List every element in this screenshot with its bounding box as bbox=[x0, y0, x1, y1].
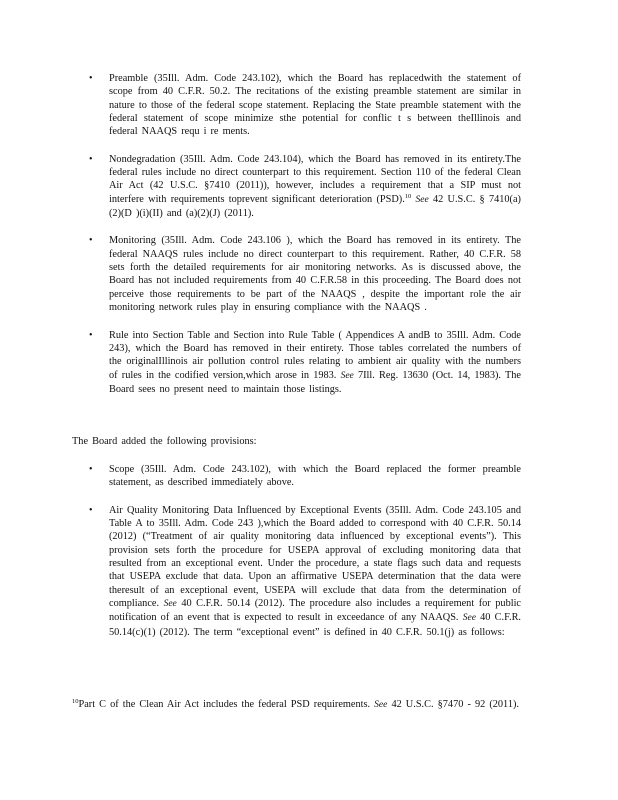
list-item-monitoring bbox=[0, 234, 618, 314]
list-item-text: Rule into Section Table and Section into Rule Table ( Appendices A andB to 35Ill. Adm. Code 243), which the Board has removed in their entirety. Those tables correlated the numbers of the originalIllinois air pollution control rules relating to ambient air quality with the numbers of rules in the codified version,which arose in 1983. See 7Ill. Reg. 13630 (Oct. 14, 1983). The Board sees no present need to maintain those listings. bbox=[109, 329, 521, 395]
list-item-text: Air Quality Monitoring Data Influenced by Exceptional Events (35Ill. Adm. Code 243.105 and Table A to 35Ill. Adm. Code 243 ),which the Board added to correspond with 40 C.F.R. 50.14 (2012) (“Treatment of air quality monitoring data influenced by exceptional events”). This provision sets forth the procedure for USEPA approval of excluding monitoring data that resulted from an exceptional event. Under the procedure, a state flags such data and requests that USEPA exclude that data. Upon an affirmative USEPA determination that the data were theresult of an exceptional event, USEPA will exclude that data from the determination of compliance. See 40 C.F.R. 50.14 (2012). The procedure also includes a requirement for public notification of an event that is expected to result in exceedance of any NAAQS. See 40 C.F.R. 50.14(c)(1) (2012). The term “exceptional event” is defined in 40 C.F.R. 50.1(j) as follows: bbox=[109, 504, 522, 638]
bullet-icon: • bbox=[89, 73, 93, 84]
list-item-exceptional-events bbox=[0, 504, 618, 639]
list-item-text: Nondegradation (35Ill. Adm. Code 243.104), which the Board has removed in its entirety.The federal rules include no direct counterpart to this requirement. Section 110 of the federal Clean Air Act (42 U.S.C. §7410 (2011)), however, includes a requirement that a SIP must not interfere with requirements toprevent significant deterioration (PSD).$^{10}$ See 42 U.S.C. § 7410(a)(2)(D )(i)(II) and (a)(2)(J) (2011). bbox=[109, 153, 521, 220]
list-item-text: Scope (35Ill. Adm. Code 243.102), with which the Board replaced the former preamble statement, as described immediately above. bbox=[109, 464, 521, 489]
footnote: $^{10}$Part C of the Clean Air Act includes the federal PSD requirements. See 42 U.S.C. §7470 - 92 (2011). bbox=[72, 698, 519, 710]
citation-signal: See bbox=[374, 700, 388, 710]
citation-signal: See bbox=[163, 599, 177, 610]
bullet-icon: • bbox=[89, 235, 93, 247]
list-item-rule-tables bbox=[0, 329, 618, 397]
bullet-icon: • bbox=[89, 464, 93, 475]
footnote-reference[interactable]: 10 bbox=[404, 192, 412, 200]
list-item-scope bbox=[0, 463, 618, 490]
list-item-text: Preamble (35Ill. Adm. Code 243.102), which the Board has replacedwith the statement of scope from 40 C.F.R. 50.2. The recitations of the existing preamble statement are similar in nature to those of the federal scope statement. Replacing the State preamble statement with the federal statement of scope minimize sthe potential for conflic t s between theIllinois and federal NAAQS requ i re ments. bbox=[109, 73, 521, 138]
intro-paragraph: The Board added the following provisions: bbox=[72, 436, 257, 447]
footnote-number: 10 bbox=[72, 698, 79, 705]
removed-provisions-list bbox=[0, 72, 618, 410]
citation-signal: See bbox=[415, 194, 429, 205]
list-item-preamble bbox=[0, 72, 618, 139]
citation-signal: See bbox=[462, 613, 476, 624]
bullet-icon: • bbox=[89, 329, 93, 341]
bullet-icon: • bbox=[89, 153, 93, 165]
citation-signal: See bbox=[340, 370, 354, 381]
list-item-text: Monitoring (35Ill. Adm. Code 243.106 ), which the Board has removed in its entirety. The federal NAAQS rules include no direct counterpart to this requirement. Rather, 40 C.F.R. 58 sets forth the detailed requirements for air monitoring networks. As is discussed above, the Board has not included requirements from 40 C.F.R.58 in this proceeding. The Board does not perceive those requirements to be part of the NAAQS , despite the important role the air monitoring network rules play in ensuring compliance with the NAAQS . bbox=[109, 235, 521, 314]
added-provisions-list bbox=[0, 463, 618, 653]
list-item-nondegradation bbox=[0, 153, 618, 221]
bullet-icon: • bbox=[89, 504, 93, 516]
